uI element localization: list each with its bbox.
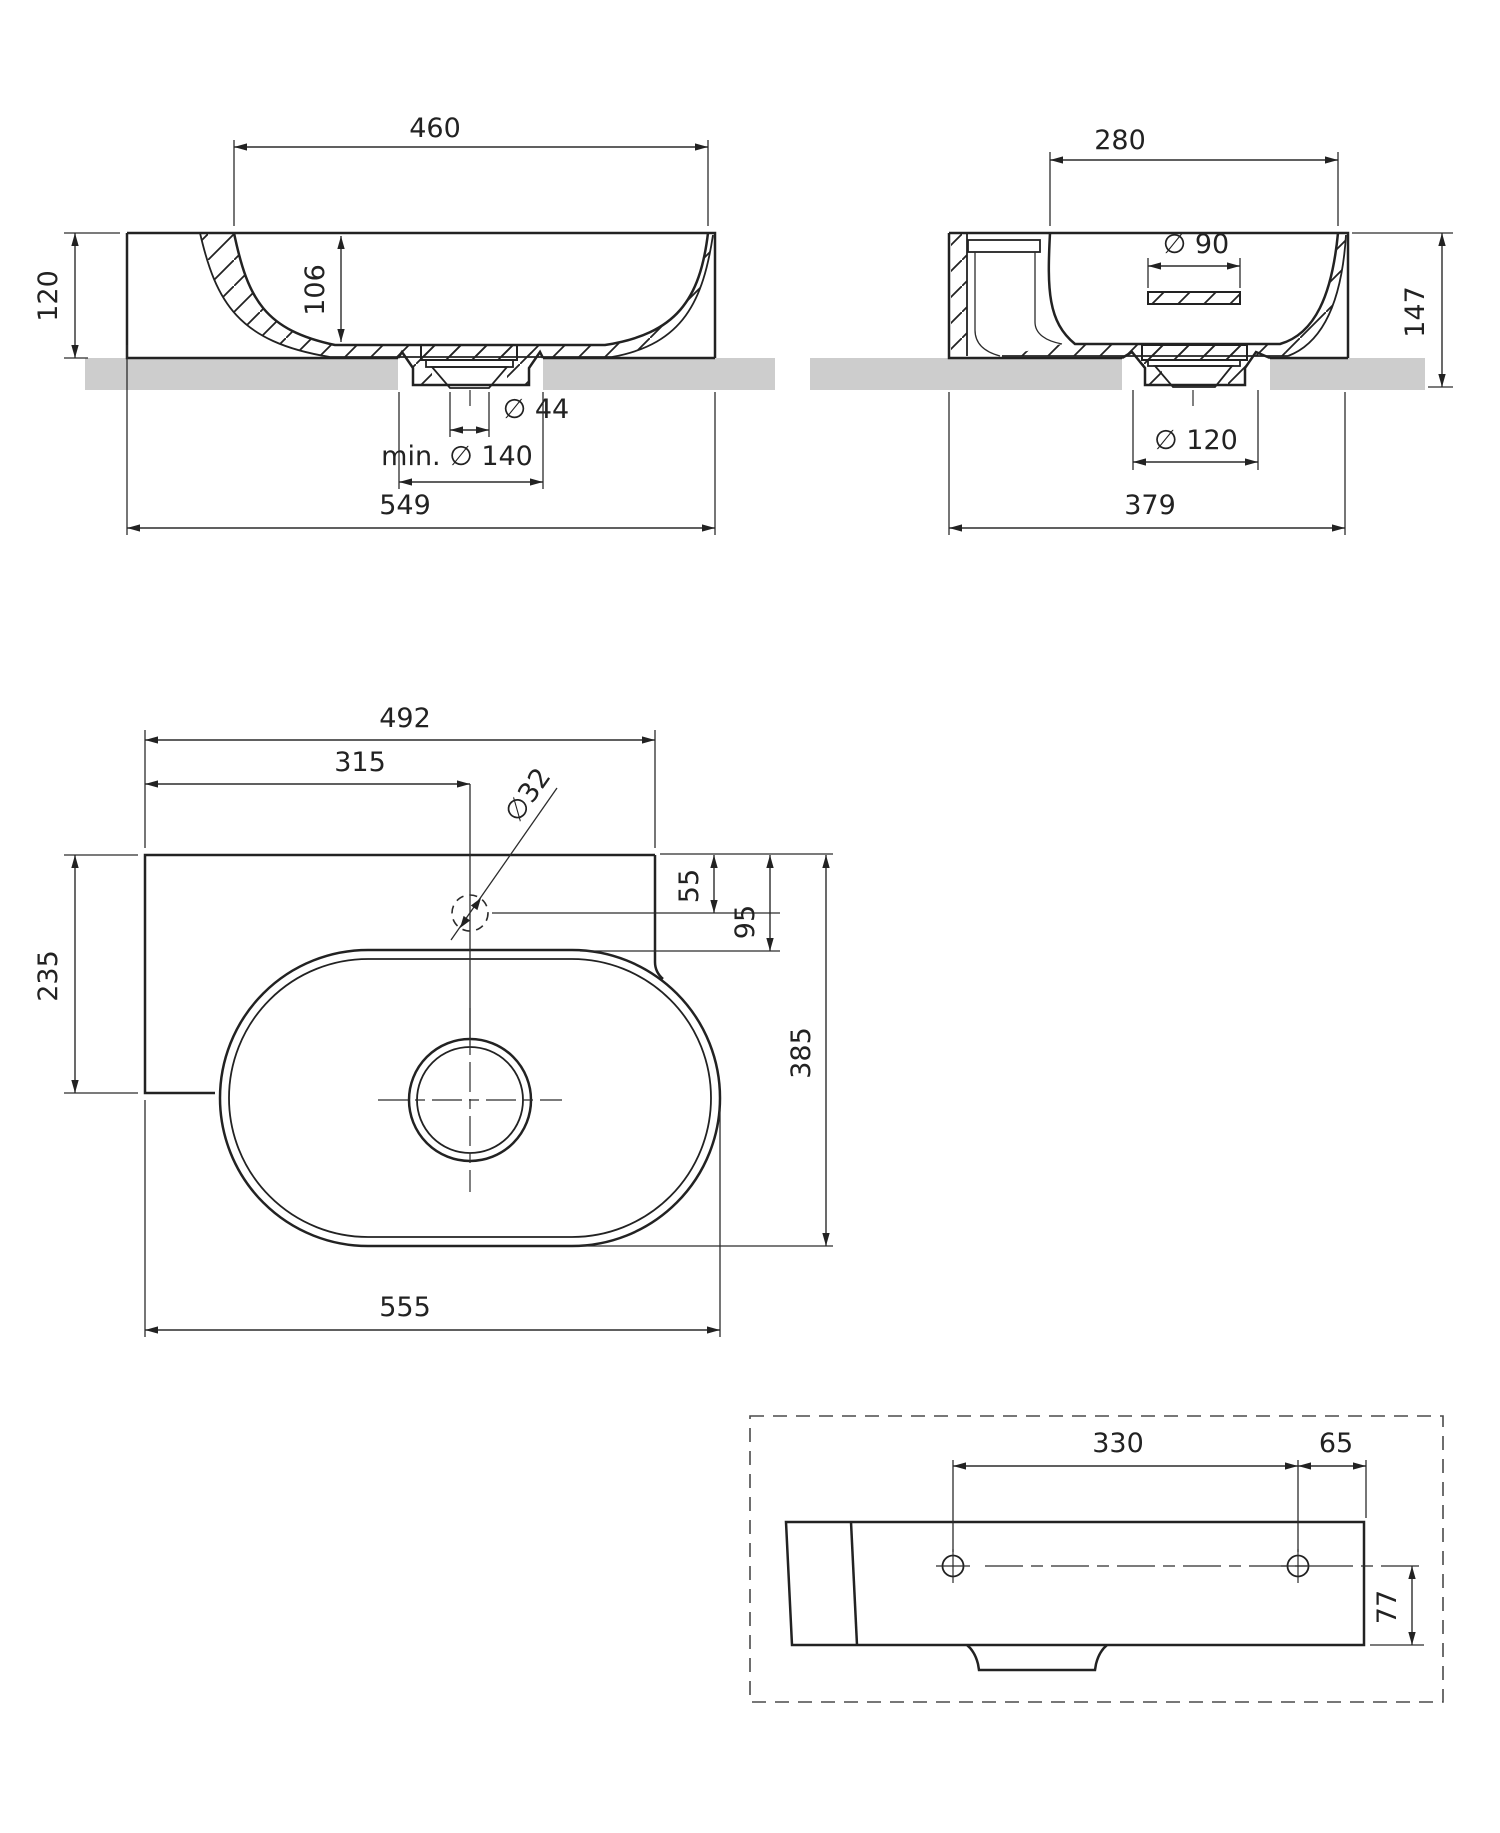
dim-label-plan-faucet-x: 315	[334, 747, 386, 778]
dim-label-plan-total-width: 555	[379, 1292, 431, 1323]
overflow-notch	[968, 240, 1040, 252]
dim-label-plan-faucet-y: 55	[674, 868, 705, 904]
counter-right	[543, 358, 775, 390]
dim-label-plan-bowl-top: 95	[730, 904, 761, 940]
dim-label-plan-left-depth: 235	[33, 950, 64, 1002]
dim-label-plan-notch-width: 492	[379, 703, 431, 734]
dim-label-front-depth: 106	[300, 264, 331, 316]
left-panel-divider	[851, 1522, 857, 1645]
dim-label-rear-hole-spacing: 330	[1092, 1428, 1144, 1459]
side-section-view	[810, 125, 1453, 535]
drain-lip	[426, 360, 513, 367]
dim-label-plan-total-depth: 385	[786, 1027, 817, 1079]
drain-boss	[967, 1645, 1107, 1670]
counter-left	[810, 358, 1122, 390]
drain-flange	[421, 345, 517, 360]
counter-left	[85, 358, 398, 390]
front-section-view	[33, 113, 775, 535]
dim-label-front-height: 120	[33, 270, 64, 322]
plan-view	[33, 703, 833, 1337]
dim-label-front-inner-width: 460	[409, 113, 461, 144]
rear-view	[750, 1416, 1443, 1702]
dim-label-front-min-hole: min. ∅ 140	[381, 441, 533, 472]
drain-flange	[1142, 345, 1247, 360]
dim-label-side-total-depth: 379	[1124, 490, 1176, 521]
body-outline	[786, 1522, 1364, 1645]
faucet-arrow-down	[460, 916, 470, 928]
overflow-bar	[1148, 292, 1240, 304]
plan-outline	[145, 855, 663, 1093]
dim-label-front-drain: ∅ 44	[502, 394, 570, 425]
dim-label-rear-hole-edge: 65	[1318, 1428, 1354, 1459]
dim-label-side-inner-width: 280	[1094, 125, 1146, 156]
dim-label-side-height: 147	[1400, 286, 1431, 338]
dim-label-rear-hole-height: 77	[1372, 1589, 1403, 1625]
wall-hatch-left	[951, 234, 967, 355]
dim-label-plan-faucet-hole: ∅32	[498, 762, 558, 828]
counter-right	[1270, 358, 1425, 390]
dim-label-side-drain-base: ∅ 120	[1154, 425, 1238, 456]
dim-label-side-overflow: ∅ 90	[1162, 229, 1230, 260]
overflow-duct-outer	[975, 252, 1000, 356]
dim-label-front-total-width: 549	[379, 490, 431, 521]
